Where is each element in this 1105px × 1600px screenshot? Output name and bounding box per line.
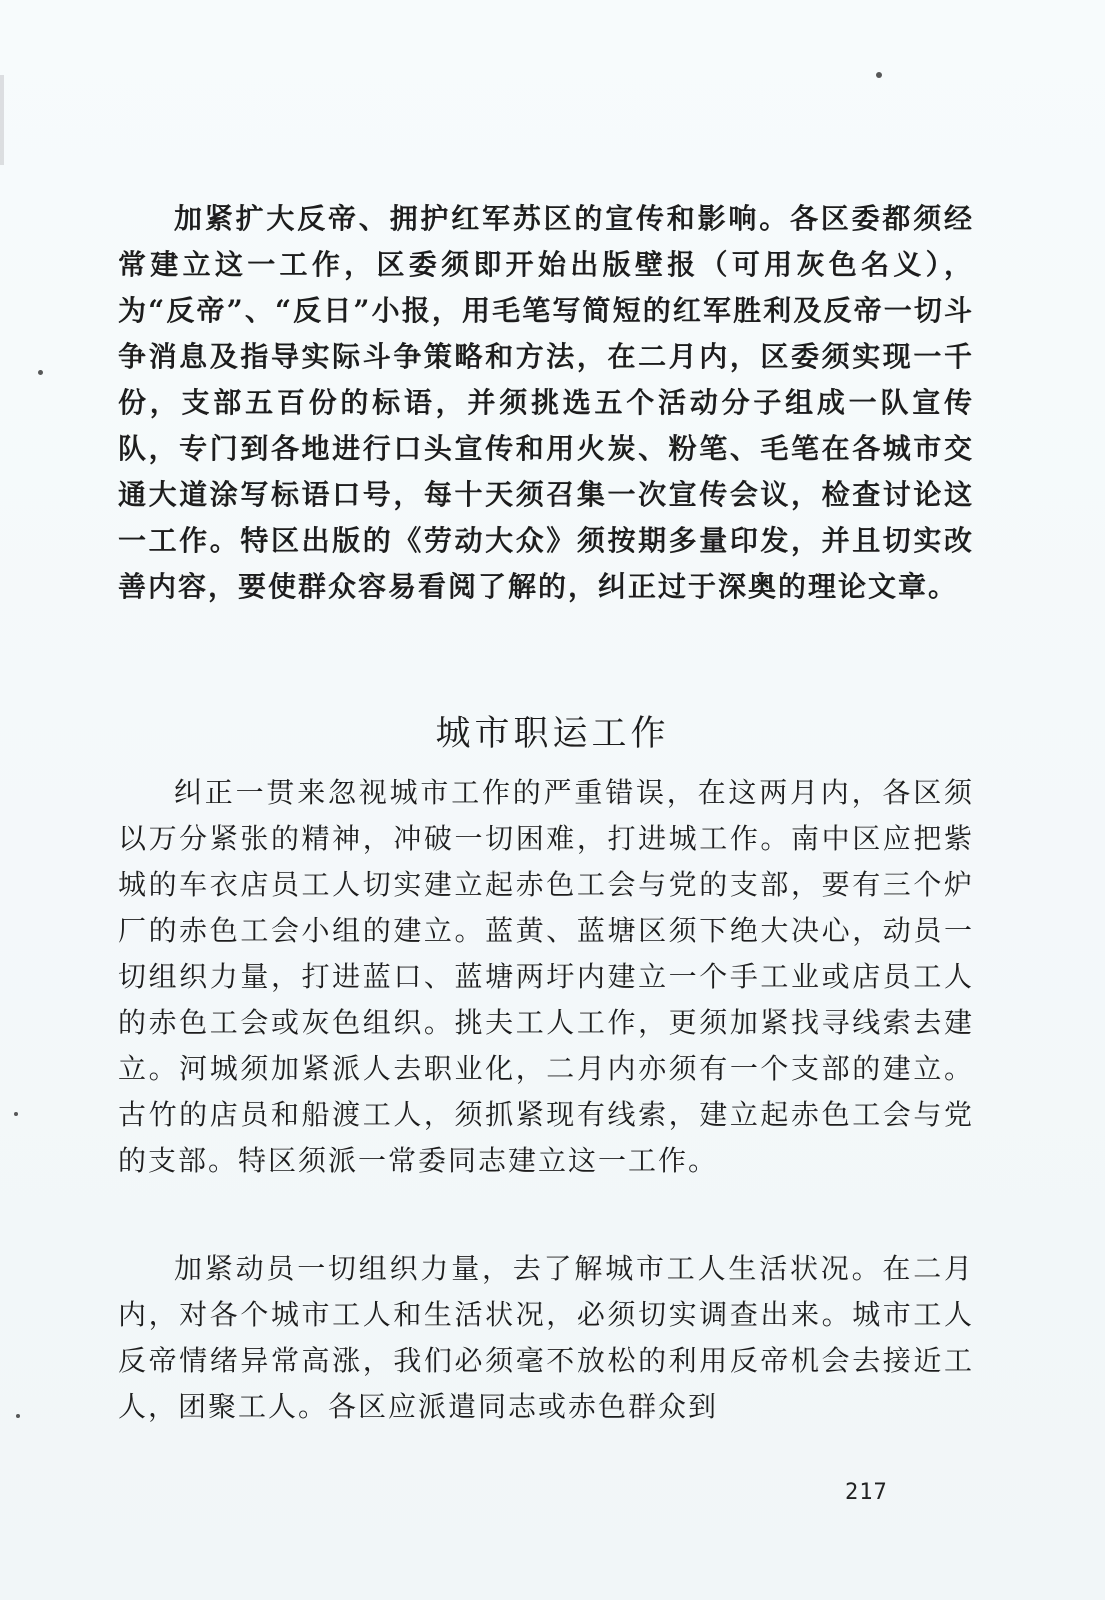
print-speck [14,1112,18,1116]
left-edge-mark [0,75,4,165]
paragraph-city-work [118,770,974,1184]
paragraph-text: 纠正一贯来忽视城市工作的严重错误，在这两月内，各区须以万分紧张的精神，冲破一切困难，打进城工作。南中区应把紫城的车衣店员工人切实建立起赤色工会与党的支部，要有三个炉厂的赤色工会小组的建立。蓝黄、蓝塘区须下绝大决心，动员一切组织力量，打进蓝口、蓝塘两圩内建立一个手工业或店员工人的赤色工会或灰色组织。挑夫工人工作，更须加紧找寻线索去建立。河城须加紧派人去职业化，二月内亦须有一个支部的建立。古竹的店员和船渡工人，须抓紧现有线索，建立起赤色工会与党的支部。特区须派一常委同志建立这一工作。 [118,776,974,1177]
section-heading: 城市职运工作 [435,714,670,754]
print-speck [16,1414,20,1418]
page-number: 217 [845,1480,888,1505]
print-speck [876,72,882,78]
paragraph-text: 加紧动员一切组织力量，去了解城市工人生活状况。在二月内，对各个城市工人和生活状况，必须切实调查出来。城市工人反帝情绪异常高涨，我们必须毫不放松的利用反帝机会去接近工人，团聚工人。各区应派遣同志或赤色群众到 [118,1252,974,1423]
paragraph-worker-survey [118,1246,974,1430]
paragraph-text: 加紧扩大反帝、拥护红军苏区的宣传和影响。各区委都须经常建立这一工作，区委须即开始出版壁报（可用灰色名义），为“反帝”、“反日”小报，用毛笔写简短的红军胜利及反帝一切斗争消息及指导实际斗争策略和方法，在二月内，区委须实现一千份，支部五百份的标语，并须挑选五个活动分子组成一队宣传队，专门到各地进行口头宣传和用火炭、粉笔、毛笔在各城市交通大道涂写标语口号，每十天须召集一次宣传会议，检查讨论这一工作。特区出版的《劳动大众》须按期多量印发，并且切实改善内容，要使群众容易看阅了解的，纠正过于深奥的理论文章。 [118,202,974,603]
paragraph-propaganda [118,196,974,610]
print-speck [38,370,43,375]
